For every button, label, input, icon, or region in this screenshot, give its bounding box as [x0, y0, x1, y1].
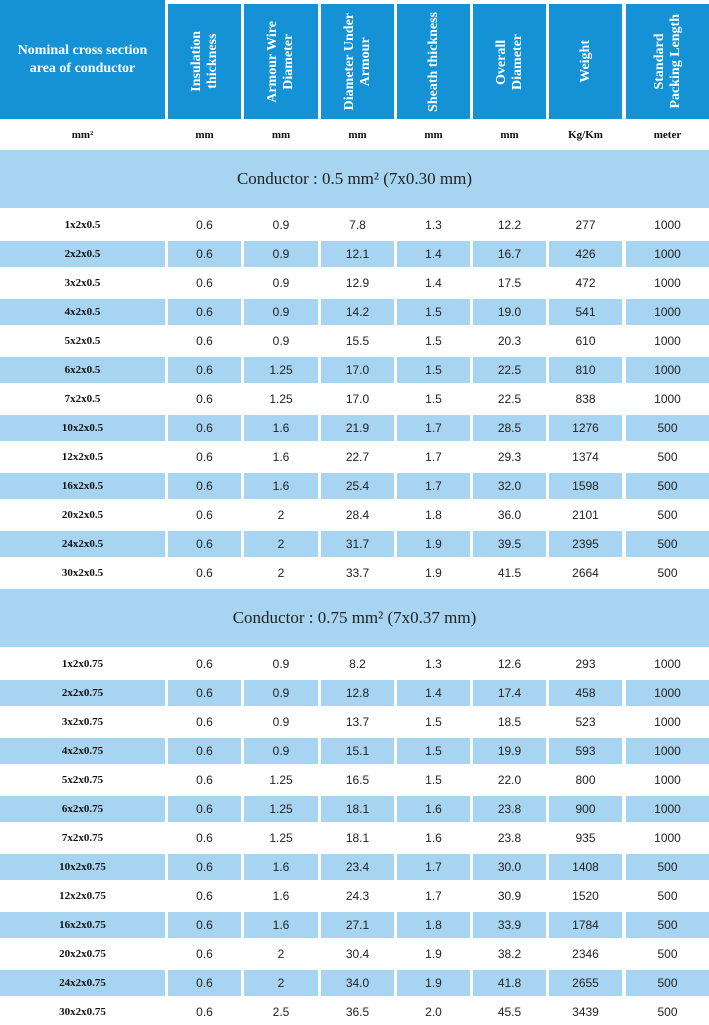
- cell-insulation-thickness: 0.6: [196, 657, 213, 671]
- cell-cross-section: 20x2x0.5: [61, 509, 104, 521]
- cell-diameter-under-armour: 17.0: [345, 392, 370, 406]
- cell-armour-wire-diameter: 0.9: [244, 680, 318, 706]
- cell-insulation-thickness: 0.6: [168, 738, 241, 764]
- cell-diameter-under-armour: 34.0: [321, 970, 394, 996]
- cell-cross-section: 30x2x0.5: [61, 567, 104, 579]
- table-row: [0, 767, 709, 793]
- header-label: Armour Wire Diameter: [265, 20, 296, 103]
- cell-weight: 935: [575, 831, 596, 845]
- cell-sheath-thickness: 1.7: [425, 889, 442, 903]
- cell-packing-length: 1000: [626, 299, 709, 325]
- unit-cross-section: mm²: [71, 128, 94, 141]
- cell-insulation-thickness: 0.6: [196, 773, 213, 787]
- cell-armour-wire-diameter: 0.9: [244, 241, 318, 267]
- cell-overall-diameter: 22.5: [473, 357, 546, 383]
- cell-cross-section: 2x2x0.75: [0, 680, 165, 706]
- cell-diameter-under-armour: 30.4: [345, 947, 370, 961]
- cell-diameter-under-armour: 18.1: [321, 796, 394, 822]
- header-label: Sheath thickness: [425, 11, 441, 112]
- cell-sheath-thickness: 1.5: [397, 357, 470, 383]
- cell-overall-diameter: 33.9: [473, 912, 546, 938]
- cell-overall-diameter: 39.5: [473, 531, 546, 557]
- cell-insulation-thickness: 0.6: [196, 947, 213, 961]
- cell-cross-section: 3x2x0.5: [64, 277, 101, 289]
- cell-overall-diameter: 19.9: [473, 738, 546, 764]
- cell-insulation-thickness: 0.6: [168, 531, 241, 557]
- cell-sheath-thickness: 1.3: [425, 218, 442, 232]
- units-row: [0, 119, 709, 150]
- cell-packing-length: 1000: [626, 680, 709, 706]
- cell-weight: 523: [575, 715, 596, 729]
- cell-packing-length: 1000: [654, 715, 681, 729]
- cell-diameter-under-armour: 21.9: [321, 415, 394, 441]
- cell-weight: 800: [575, 773, 596, 787]
- cell-diameter-under-armour: 12.1: [321, 241, 394, 267]
- cell-diameter-under-armour: 15.5: [345, 334, 370, 348]
- cell-overall-diameter: 36.0: [497, 508, 522, 522]
- cell-packing-length: 1000: [626, 241, 709, 267]
- cell-weight: 3439: [572, 1005, 599, 1019]
- cell-weight: 2664: [572, 566, 599, 580]
- cell-sheath-thickness: 2.0: [425, 1005, 442, 1019]
- header-cross-section: [0, 0, 165, 119]
- cell-armour-wire-diameter: 0.9: [244, 738, 318, 764]
- cell-weight: 2395: [549, 531, 622, 557]
- cell-cross-section: 4x2x0.75: [0, 738, 165, 764]
- cell-cross-section: 24x2x0.5: [0, 531, 165, 557]
- table-row: [0, 241, 709, 267]
- header-label: Insulation thickness: [188, 31, 220, 92]
- cell-armour-wire-diameter: 0.9: [272, 276, 290, 290]
- cell-overall-diameter: 30.0: [473, 854, 546, 880]
- header-weight: [549, 4, 622, 119]
- cell-armour-wire-diameter: 0.9: [272, 218, 290, 232]
- cell-weight: 541: [549, 299, 622, 325]
- table-row: [0, 270, 709, 296]
- cell-cross-section: 12x2x0.5: [61, 451, 104, 463]
- cell-insulation-thickness: 0.6: [168, 680, 241, 706]
- table-row: [0, 212, 709, 238]
- cell-diameter-under-armour: 33.7: [345, 566, 370, 580]
- cell-insulation-thickness: 0.6: [196, 392, 213, 406]
- cell-armour-wire-diameter: 1.6: [244, 854, 318, 880]
- cell-insulation-thickness: 0.6: [196, 831, 213, 845]
- header-label: Overall Diameter: [493, 33, 525, 90]
- cell-packing-length: 500: [626, 912, 709, 938]
- cell-sheath-thickness: 1.5: [425, 773, 442, 787]
- cell-packing-length: 1000: [654, 276, 681, 290]
- cell-sheath-thickness: 1.5: [425, 334, 442, 348]
- cell-sheath-thickness: 1.9: [397, 970, 470, 996]
- table-row: [0, 796, 709, 822]
- cell-sheath-thickness: 1.5: [425, 392, 442, 406]
- cell-diameter-under-armour: 13.7: [345, 715, 370, 729]
- cell-insulation-thickness: 0.6: [196, 276, 213, 290]
- cell-packing-length: 500: [657, 1005, 678, 1019]
- cell-armour-wire-diameter: 2: [277, 508, 285, 522]
- header-label: Standard Packing Length: [651, 14, 683, 109]
- cell-diameter-under-armour: 22.7: [345, 450, 370, 464]
- cell-weight: 293: [575, 657, 596, 671]
- table-row: [0, 709, 709, 735]
- cell-packing-length: 1000: [654, 657, 681, 671]
- cell-packing-length: 1000: [654, 831, 681, 845]
- cell-packing-length: 1000: [654, 218, 681, 232]
- unit-overall-diameter: mm: [500, 128, 519, 141]
- section-header: Conductor : 0.75 mm² (7x0.37 mm): [0, 589, 709, 647]
- cell-diameter-under-armour: 18.1: [345, 831, 370, 845]
- cell-insulation-thickness: 0.6: [168, 473, 241, 499]
- cell-diameter-under-armour: 31.7: [321, 531, 394, 557]
- table-row: [0, 999, 709, 1025]
- cell-sheath-thickness: 1.7: [425, 450, 442, 464]
- cell-cross-section: 20x2x0.75: [59, 948, 106, 960]
- cell-packing-length: 500: [657, 889, 678, 903]
- cell-armour-wire-diameter: 1.6: [272, 450, 290, 464]
- cell-overall-diameter: 41.5: [497, 566, 522, 580]
- cell-insulation-thickness: 0.6: [196, 508, 213, 522]
- cell-insulation-thickness: 0.6: [196, 566, 213, 580]
- table-row: [0, 825, 709, 851]
- unit-armour-wire-diameter: mm: [271, 128, 291, 141]
- cell-overall-diameter: 19.0: [473, 299, 546, 325]
- cell-weight: 472: [575, 276, 596, 290]
- cell-overall-diameter: 22.5: [497, 392, 522, 406]
- cell-packing-length: 500: [626, 854, 709, 880]
- cell-diameter-under-armour: 12.9: [345, 276, 370, 290]
- header-label: Diameter Under Armour: [341, 12, 373, 111]
- header-diameter-under-armour: [321, 4, 394, 119]
- header-overall-diameter: [473, 4, 546, 119]
- cell-cross-section: 3x2x0.75: [61, 716, 104, 728]
- cell-cross-section: 7x2x0.75: [61, 832, 104, 844]
- table-row: [0, 328, 709, 354]
- cell-cross-section: 16x2x0.5: [0, 473, 165, 499]
- cell-diameter-under-armour: 17.0: [321, 357, 394, 383]
- cell-diameter-under-armour: 23.4: [321, 854, 394, 880]
- cell-overall-diameter: 23.8: [497, 831, 522, 845]
- cell-diameter-under-armour: 28.4: [345, 508, 370, 522]
- cell-overall-diameter: 45.5: [497, 1005, 522, 1019]
- unit-sheath-thickness: mm: [424, 128, 443, 141]
- cell-weight: 593: [549, 738, 622, 764]
- cell-weight: 1276: [549, 415, 622, 441]
- cell-cross-section: 2x2x0.5: [0, 241, 165, 267]
- cell-armour-wire-diameter: 2.5: [272, 1005, 290, 1019]
- cell-packing-length: 500: [657, 508, 678, 522]
- header-armour-wire-diameter: [244, 4, 318, 119]
- cell-sheath-thickness: 1.9: [425, 947, 442, 961]
- cell-sheath-thickness: 1.9: [425, 566, 442, 580]
- cell-diameter-under-armour: 24.3: [345, 889, 370, 903]
- cell-overall-diameter: 17.5: [497, 276, 522, 290]
- cell-insulation-thickness: 0.6: [168, 854, 241, 880]
- cell-cross-section: 10x2x0.5: [0, 415, 165, 441]
- cell-packing-length: 1000: [626, 357, 709, 383]
- cell-overall-diameter: 23.8: [473, 796, 546, 822]
- cell-sheath-thickness: 1.5: [397, 738, 470, 764]
- table-row: [0, 502, 709, 528]
- cell-armour-wire-diameter: 0.9: [272, 657, 290, 671]
- cell-packing-length: 500: [657, 566, 678, 580]
- cell-weight: 900: [549, 796, 622, 822]
- cell-diameter-under-armour: 7.8: [349, 218, 366, 232]
- cell-cross-section: 6x2x0.75: [0, 796, 165, 822]
- cell-overall-diameter: 16.7: [473, 241, 546, 267]
- cell-sheath-thickness: 1.9: [397, 531, 470, 557]
- table-row: [0, 941, 709, 967]
- cell-armour-wire-diameter: 1.6: [244, 912, 318, 938]
- table-row: [0, 738, 709, 764]
- cell-insulation-thickness: 0.6: [168, 299, 241, 325]
- table-row: [0, 680, 709, 706]
- cell-weight: 1598: [549, 473, 622, 499]
- table-row: [0, 854, 709, 880]
- unit-weight: Kg/Km: [568, 128, 603, 141]
- cell-overall-diameter: 38.2: [497, 947, 522, 961]
- cell-insulation-thickness: 0.6: [196, 1005, 213, 1019]
- cell-overall-diameter: 12.2: [497, 218, 522, 232]
- cell-cross-section: 1x2x0.75: [61, 658, 104, 670]
- cell-diameter-under-armour: 15.1: [321, 738, 394, 764]
- cell-packing-length: 500: [626, 415, 709, 441]
- cell-diameter-under-armour: 36.5: [345, 1005, 370, 1019]
- table-row: [0, 444, 709, 470]
- cell-sheath-thickness: 1.4: [425, 276, 442, 290]
- cell-armour-wire-diameter: 1.25: [244, 357, 318, 383]
- cell-sheath-thickness: 1.3: [425, 657, 442, 671]
- cell-weight: 810: [549, 357, 622, 383]
- cell-cross-section: 4x2x0.5: [0, 299, 165, 325]
- cell-overall-diameter: 29.3: [497, 450, 522, 464]
- cell-insulation-thickness: 0.6: [168, 970, 241, 996]
- cell-cross-section: 24x2x0.75: [0, 970, 165, 996]
- cell-insulation-thickness: 0.6: [196, 889, 213, 903]
- cell-overall-diameter: 18.5: [497, 715, 522, 729]
- cell-diameter-under-armour: 27.1: [321, 912, 394, 938]
- cell-cross-section: 5x2x0.5: [64, 335, 101, 347]
- cell-insulation-thickness: 0.6: [168, 415, 241, 441]
- cell-packing-length: 500: [626, 473, 709, 499]
- cell-armour-wire-diameter: 1.25: [269, 773, 293, 787]
- cell-packing-length: 1000: [654, 334, 681, 348]
- cell-insulation-thickness: 0.6: [168, 241, 241, 267]
- cell-overall-diameter: 12.6: [497, 657, 522, 671]
- header-row: [0, 0, 709, 119]
- cell-weight: 458: [549, 680, 622, 706]
- unit-diameter-under-armour: mm: [348, 128, 367, 141]
- header-sheath-thickness: [397, 4, 470, 119]
- cell-overall-diameter: 17.4: [473, 680, 546, 706]
- cell-diameter-under-armour: 16.5: [345, 773, 370, 787]
- cell-weight: 1408: [549, 854, 622, 880]
- cell-sheath-thickness: 1.4: [397, 241, 470, 267]
- table-row: [0, 415, 709, 441]
- section-header: Conductor : 0.5 mm² (7x0.30 mm): [0, 150, 709, 208]
- cell-weight: 2346: [572, 947, 599, 961]
- cell-insulation-thickness: 0.6: [168, 912, 241, 938]
- cell-overall-diameter: 20.3: [497, 334, 522, 348]
- cell-weight: 1520: [572, 889, 599, 903]
- cell-armour-wire-diameter: 0.9: [244, 299, 318, 325]
- cell-sheath-thickness: 1.7: [397, 473, 470, 499]
- cell-weight: 610: [575, 334, 596, 348]
- cell-armour-wire-diameter: 1.6: [244, 415, 318, 441]
- cell-packing-length: 500: [657, 450, 678, 464]
- cell-armour-wire-diameter: 1.25: [269, 831, 293, 845]
- cell-packing-length: 1000: [626, 738, 709, 764]
- cell-sheath-thickness: 1.6: [425, 831, 442, 845]
- cell-sheath-thickness: 1.5: [425, 715, 442, 729]
- header-label: Weight: [577, 40, 593, 83]
- cell-armour-wire-diameter: 1.25: [244, 796, 318, 822]
- header-packing-length: [626, 4, 709, 119]
- cell-packing-length: 1000: [626, 796, 709, 822]
- cell-armour-wire-diameter: 0.9: [272, 715, 290, 729]
- cell-insulation-thickness: 0.6: [196, 450, 213, 464]
- cell-insulation-thickness: 0.6: [196, 715, 213, 729]
- cell-overall-diameter: 41.8: [473, 970, 546, 996]
- cell-cross-section: 6x2x0.5: [0, 357, 165, 383]
- cell-weight: 838: [575, 392, 596, 406]
- header-insulation-thickness: [168, 4, 241, 119]
- cell-insulation-thickness: 0.6: [168, 357, 241, 383]
- table-row: [0, 651, 709, 677]
- header-label: Nominal cross section area of conductor: [17, 42, 148, 76]
- table-row: [0, 386, 709, 412]
- cell-sheath-thickness: 1.7: [397, 854, 470, 880]
- cell-armour-wire-diameter: 2: [244, 531, 318, 557]
- cell-sheath-thickness: 1.4: [397, 680, 470, 706]
- cell-packing-length: 500: [626, 970, 709, 996]
- cell-armour-wire-diameter: 1.6: [244, 473, 318, 499]
- cell-packing-length: 500: [626, 531, 709, 557]
- cell-sheath-thickness: 1.6: [397, 796, 470, 822]
- cell-packing-length: 1000: [654, 392, 681, 406]
- cell-cross-section: 16x2x0.75: [0, 912, 165, 938]
- table-row: [0, 970, 709, 996]
- table-row: [0, 912, 709, 938]
- cell-armour-wire-diameter: 2: [277, 566, 285, 580]
- cell-armour-wire-diameter: 1.25: [269, 392, 293, 406]
- cell-diameter-under-armour: 8.2: [349, 657, 366, 671]
- cell-sheath-thickness: 1.7: [397, 415, 470, 441]
- cell-overall-diameter: 30.9: [497, 889, 522, 903]
- cell-overall-diameter: 22.0: [497, 773, 522, 787]
- cell-cross-section: 30x2x0.75: [59, 1006, 106, 1018]
- cell-armour-wire-diameter: 2: [244, 970, 318, 996]
- cell-diameter-under-armour: 25.4: [321, 473, 394, 499]
- table-row: [0, 531, 709, 557]
- cell-insulation-thickness: 0.6: [196, 334, 213, 348]
- table-row: [0, 357, 709, 383]
- cell-cross-section: 12x2x0.75: [59, 890, 106, 902]
- cell-weight: 1374: [572, 450, 599, 464]
- cell-cross-section: 7x2x0.5: [64, 393, 101, 405]
- cell-armour-wire-diameter: 1.6: [272, 889, 290, 903]
- cell-cross-section: 5x2x0.75: [61, 774, 104, 786]
- cell-weight: 2655: [549, 970, 622, 996]
- cell-cross-section: 1x2x0.5: [64, 219, 101, 231]
- table-row: [0, 473, 709, 499]
- cell-cross-section: 10x2x0.75: [0, 854, 165, 880]
- cell-armour-wire-diameter: 2: [277, 947, 285, 961]
- cell-armour-wire-diameter: 0.9: [272, 334, 290, 348]
- cell-overall-diameter: 28.5: [473, 415, 546, 441]
- cell-diameter-under-armour: 12.8: [321, 680, 394, 706]
- cell-overall-diameter: 32.0: [473, 473, 546, 499]
- cell-sheath-thickness: 1.8: [425, 508, 442, 522]
- unit-insulation-thickness: mm: [195, 128, 214, 141]
- cell-insulation-thickness: 0.6: [168, 796, 241, 822]
- unit-packing-length: meter: [653, 128, 682, 141]
- cell-weight: 277: [575, 218, 596, 232]
- table-row: [0, 883, 709, 909]
- cell-sheath-thickness: 1.8: [397, 912, 470, 938]
- cell-sheath-thickness: 1.5: [397, 299, 470, 325]
- cell-weight: 2101: [572, 508, 599, 522]
- cell-weight: 1784: [549, 912, 622, 938]
- table-row: [0, 299, 709, 325]
- cell-packing-length: 500: [657, 947, 678, 961]
- cell-insulation-thickness: 0.6: [196, 218, 213, 232]
- cell-weight: 426: [549, 241, 622, 267]
- cell-diameter-under-armour: 14.2: [321, 299, 394, 325]
- table-row: [0, 560, 709, 586]
- cell-packing-length: 1000: [654, 773, 681, 787]
